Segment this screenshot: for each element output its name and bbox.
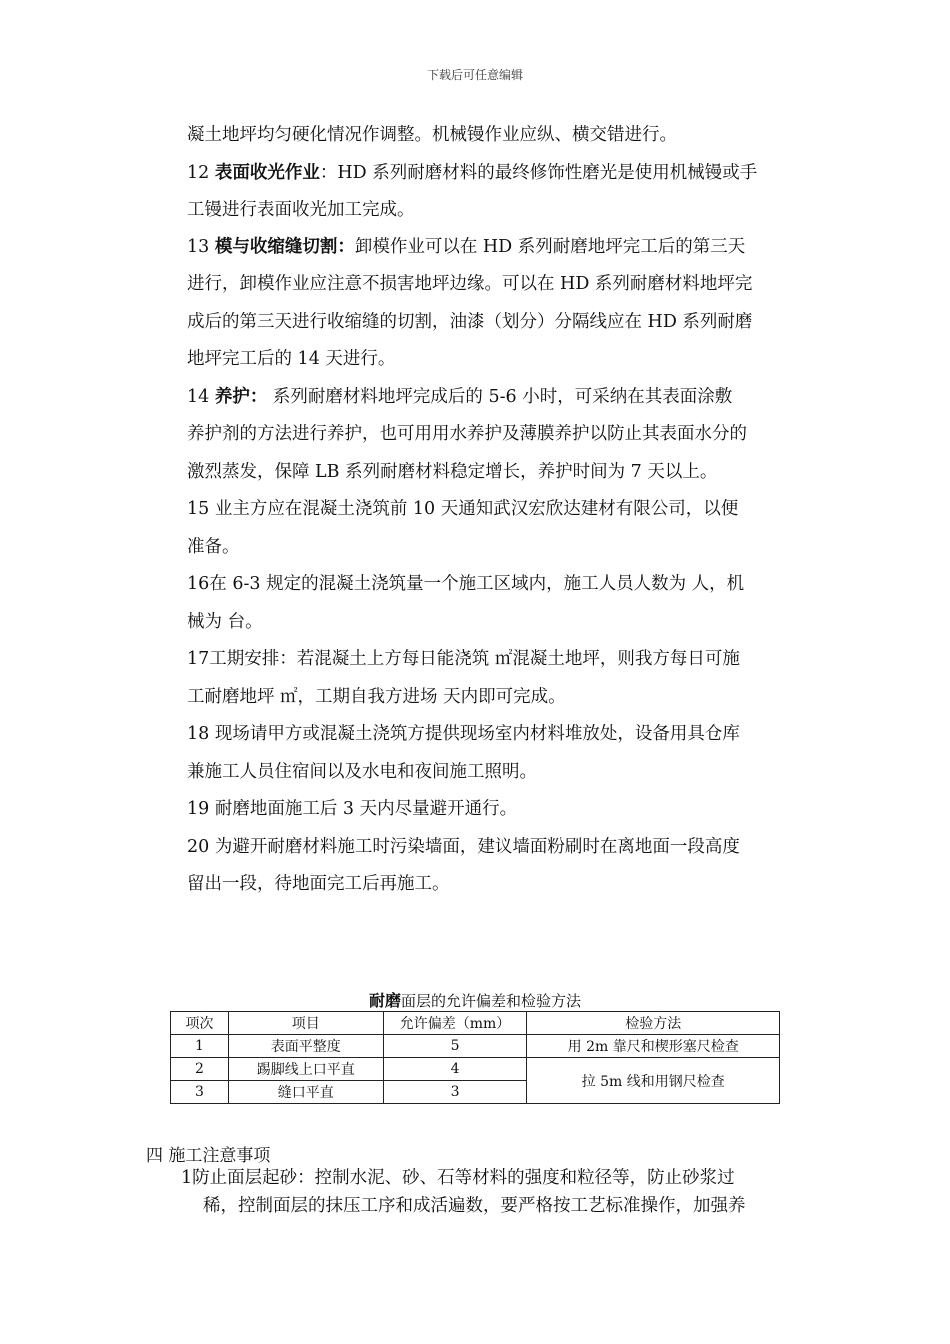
line-text: ：HD 系列耐磨材料的最终修饰性磨光是使用机械镘或手 [319, 163, 758, 183]
item-number: 12 [187, 163, 215, 183]
line-text: 械为 台。 [187, 612, 263, 632]
line-text: 工镘进行表面收光加工完成。 [187, 200, 415, 220]
table-row [171, 1058, 780, 1081]
table-caption-bold: 耐磨 [368, 991, 401, 1010]
body-line [187, 273, 752, 295]
body-line [187, 648, 740, 670]
body-line [187, 423, 747, 445]
line-text: 成后的第三天进行收缩缝的切割，油漆（划分）分隔线应在 HD 系列耐磨 [187, 312, 753, 332]
body-line [187, 573, 744, 595]
tolerance-table [170, 1011, 780, 1104]
line-text: 19 耐磨地面施工后 3 天内尽量避开通行。 [187, 799, 518, 819]
line-text: 15 业主方应在混凝土浇筑前 10 天通知武汉宏欣达建材有限公司，以便 [187, 499, 739, 519]
section-title: 四 施工注意事项 [146, 1146, 271, 1166]
table-row [171, 1035, 780, 1058]
line-text: 准备。 [187, 537, 240, 557]
line-text: 卸模作业可以在 HD 系列耐磨地坪完工后的第三天 [354, 237, 746, 257]
line-text: 18 现场请甲方或混凝土浇筑方提供现场室内材料堆放处，设备用具仓库 [187, 724, 740, 744]
cell-method: 用 2m 靠尺和楔形塞尺检查 [527, 1035, 780, 1058]
header-cell: 项目 [228, 1012, 383, 1035]
item-heading: 养护： [214, 387, 268, 407]
line-text: 激烈蒸发，保障 LB 系列耐磨材料稳定增长，养护时间为 7 天以上。 [187, 462, 718, 482]
body-line [187, 348, 395, 370]
cell-deviation: 5 [383, 1035, 527, 1058]
table-caption [0, 988, 950, 1011]
item-number: 14 [187, 387, 215, 407]
section-item-line: 1防止面层起砂：控制水泥、砂、石等材料的强度和粒径等，防止砂浆过 [181, 1168, 735, 1188]
cell-method: 拉 5m 线和用钢尺检查 [527, 1058, 780, 1104]
cell-item: 缝口平直 [228, 1081, 383, 1104]
item-heading: 模与收缩缝切割： [214, 237, 355, 257]
section-item-line: 稀，控制面层的抹压工序和成活遍数，要严格按工艺标准操作，加强养 [203, 1196, 746, 1216]
body-line [187, 386, 732, 408]
cell-deviation: 3 [383, 1081, 527, 1104]
line-text: 16在 6-3 规定的混凝土浇筑量一个施工区域内，施工人员人数为 人，机 [187, 574, 745, 594]
line-text: 兼施工人员住宿间以及水电和夜间施工照明。 [187, 762, 537, 782]
body-line [187, 798, 517, 820]
body-line [187, 723, 740, 745]
line-text: 17工期安排：若混凝土上方每日能浇筑 ㎡混凝土地坪，则我方每日可施 [187, 649, 740, 669]
body-line [187, 761, 537, 783]
page-header: 下载后可任意编辑 [426, 68, 523, 82]
item-heading: 表面收光作业 [214, 163, 320, 183]
cell-item: 踢脚线上口平直 [228, 1058, 383, 1081]
cell-no: 2 [171, 1058, 229, 1081]
body-line [187, 199, 415, 221]
header-cell: 允许偏差（mm） [383, 1012, 527, 1035]
header-cell: 项次 [171, 1012, 229, 1035]
body-line [187, 461, 717, 483]
body-line [187, 311, 752, 333]
cell-deviation: 4 [383, 1058, 527, 1081]
cell-no: 1 [171, 1035, 229, 1058]
line-text: 系列耐磨材料地坪完成后的 5-6 小时，可采纳在其表面涂敷 [267, 387, 733, 407]
table-caption-rest: 面层的允许偏差和检验方法 [401, 992, 582, 1010]
line-text: 凝土地坪均匀硬化情况作调整。机械镘作业应纵、横交错进行。 [187, 125, 677, 145]
body-line [187, 124, 677, 146]
body-line [187, 611, 263, 633]
line-text: 20 为避开耐磨材料施工时污染墙面，建议墙面粉刷时在离地面一段高度 [187, 837, 740, 857]
body-line [187, 498, 738, 520]
line-text: 养护剂的方法进行养护，也可用用水养护及薄膜养护以防止其表面水分的 [187, 424, 747, 444]
line-text: 地坪完工后的 14 天进行。 [187, 349, 396, 369]
line-text: 留出一段，待地面完工后再施工。 [187, 874, 450, 894]
table-header-row [171, 1012, 780, 1035]
line-text: 进行，卸模作业应注意不损害地坪边缘。可以在 HD 系列耐磨材料地坪完 [187, 274, 753, 294]
cell-no: 3 [171, 1081, 229, 1104]
body-line [187, 236, 745, 258]
body-line [187, 686, 566, 708]
cell-item: 表面平整度 [228, 1035, 383, 1058]
body-line [187, 536, 240, 558]
body-line [187, 873, 450, 895]
body-line [187, 162, 757, 184]
body-line [187, 836, 740, 858]
line-text: 工耐磨地坪 ㎡，工期自我方进场 天内即可完成。 [187, 687, 566, 707]
item-number: 13 [187, 237, 215, 257]
header-cell: 检验方法 [527, 1012, 780, 1035]
